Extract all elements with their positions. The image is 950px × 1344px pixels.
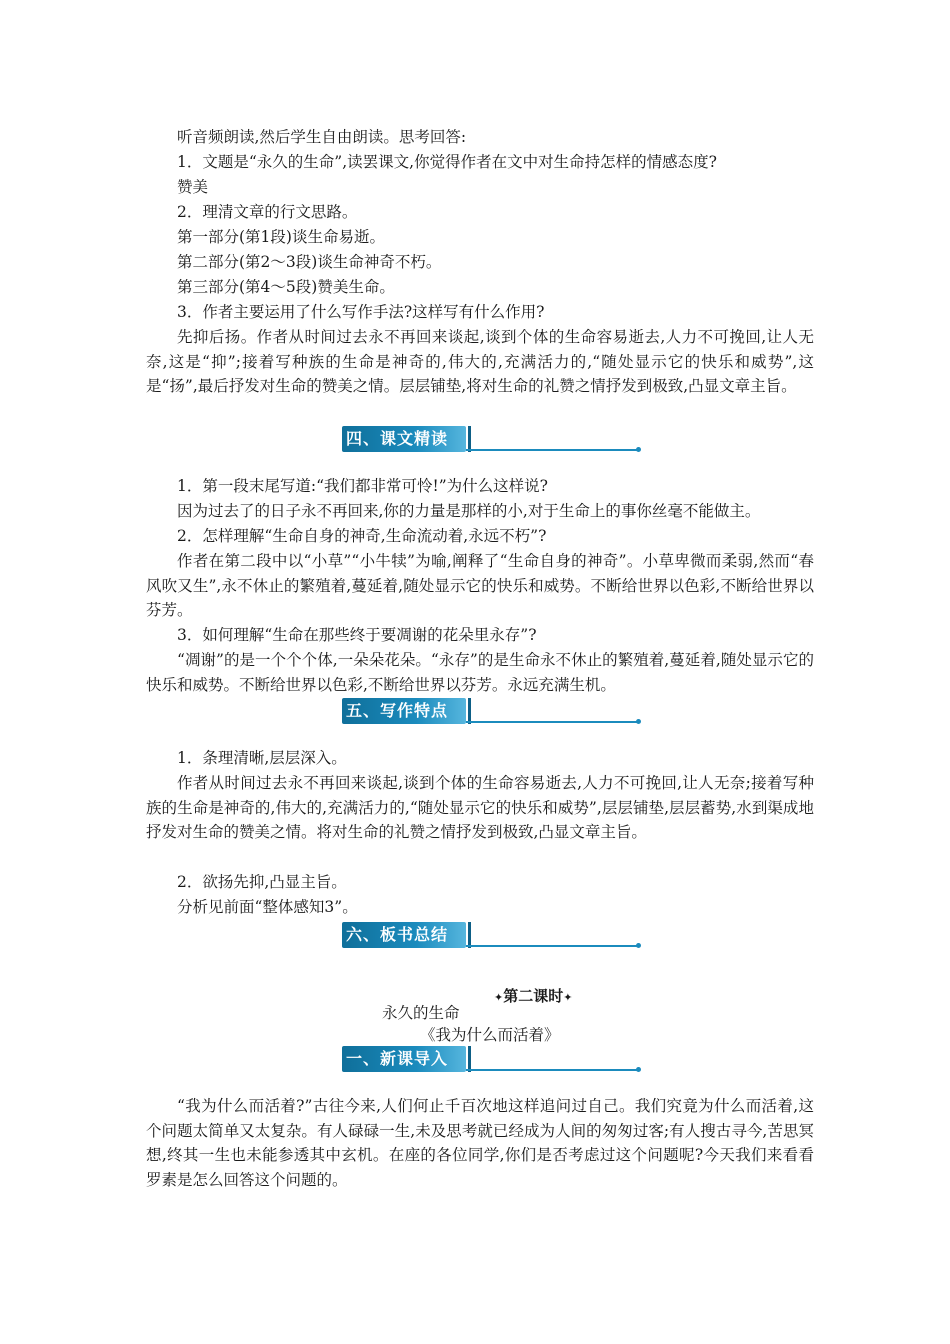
banner-underline — [466, 449, 638, 451]
banner-dot — [636, 719, 641, 724]
question-3: 3．作者主要运用了什么写作手法?这样写有什么作用? — [177, 303, 545, 321]
ornament-left-icon: ✦ — [494, 991, 504, 1004]
question-1: 1．第一段末尾写道:“我们都非常可怜!”为什么这样说? — [177, 477, 548, 495]
structure-part-3: 第三部分(第4～5段)赞美生命。 — [177, 278, 395, 296]
answer-1: 因为过去了的日子永不再回来,你的力量是那样的小,对于生命上的事你丝毫不能做主。 — [177, 502, 761, 520]
section-heading-text: 四、课文精读 — [346, 429, 449, 448]
ornament-right-icon: ✦ — [563, 991, 573, 1004]
question-2: 2．怎样理解“生命自身的神奇,生命流动着,永远不朽”? — [177, 527, 547, 545]
section-heading-banner-6 — [342, 922, 640, 950]
feature-1-title: 1．条理清晰,层层深入。 — [177, 749, 347, 767]
period-title — [494, 985, 572, 1007]
banner-underline — [466, 721, 638, 723]
reading-instruction: 听音频朗读,然后学生自由朗读。思考回答: — [177, 128, 467, 146]
banner-dot — [636, 447, 641, 452]
feature-2-title: 2．欲扬先抑,凸显主旨。 — [177, 873, 347, 891]
banner-dot — [636, 943, 641, 948]
board-summary-line-1: 永久的生命 — [382, 1004, 460, 1022]
answer-1: 赞美 — [177, 178, 209, 196]
board-summary-line-2: 《我为什么而活着》 — [420, 1026, 560, 1044]
question-3: 3．如何理解“生命在那些终于要凋谢的花朵里永存”? — [177, 626, 537, 644]
banner-dot — [636, 1067, 641, 1072]
question-1: 1．文题是“永久的生命”,读罢课文,你觉得作者在文中对生命持怎样的情感态度? — [177, 153, 717, 171]
answer-2: 作者在第二段中以“小草”“小牛犊”为喻,阐释了“生命自身的神奇”。小草卑微而柔弱,然而“春风吹又生”,永不休止的繁殖着,蔓延着,随处显示它的快乐和威势。不断给世界以色彩,不断给世界以芬芳。 — [146, 552, 814, 620]
section-heading-banner-5 — [342, 698, 640, 726]
banner-underline — [466, 945, 638, 947]
period-title-text: 第二课时 — [503, 987, 564, 1005]
section-heading-text: 六、板书总结 — [346, 925, 449, 944]
section-heading-text: 一、新课导入 — [346, 1049, 449, 1068]
structure-part-1: 第一部分(第1段)谈生命易逝。 — [177, 228, 385, 246]
section-heading-banner-intro — [342, 1046, 640, 1074]
feature-2-text: 分析见前面“整体感知3”。 — [177, 898, 358, 916]
answer-3: 先抑后扬。作者从时间过去永不再回来谈起,谈到个体的生命容易逝去,人力不可挽回,让人无奈,这是“抑”;接着写种族的生命是神奇的,伟大的,充满活力的,“随处显示它的快乐和威势”,这是“扬”,最后抒发对生命的赞美之情。层层铺垫,将对生命的礼赞之情抒发到极致,凸显文章主旨。 — [146, 328, 814, 396]
banner-underline — [466, 1069, 638, 1071]
structure-part-2: 第二部分(第2～3段)谈生命神奇不朽。 — [177, 253, 442, 271]
answer-3: “凋谢”的是一个个个体,一朵朵花朵。“永存”的是生命永不休止的繁殖着,蔓延着,随处显示它的快乐和威势。不断给世界以色彩,不断给世界以芬芳。永远充满生机。 — [146, 651, 814, 694]
intro-paragraph: “我为什么而活着?”古往今来,人们何止千百次地这样追问过自己。我们究竟为什么而活着,这个问题太简单又太复杂。有人碌碌一生,未及思考就已经成为人间的匆匆过客;有人搜古寻今,苦思冥想,终其一生也未能参透其中玄机。在座的各位同学,你们是否考虑过这个问题呢?今天我们来看看罗素是怎么回答这个问题的。 — [146, 1097, 814, 1189]
question-2: 2．理清文章的行文思路。 — [177, 203, 358, 221]
section-heading-text: 五、写作特点 — [346, 701, 449, 720]
section-heading-banner-4 — [342, 426, 640, 454]
feature-1-text: 作者从时间过去永不再回来谈起,谈到个体的生命容易逝去,人力不可挽回,让人无奈;接着写种族的生命是神奇的,伟大的,充满活力的,“随处显示它的快乐和威势”,层层铺垫,层层蓄势,水到渠成地抒发对生命的赞美之情。将对生命的礼赞之情抒发到极致,凸显文章主旨。 — [146, 774, 814, 842]
